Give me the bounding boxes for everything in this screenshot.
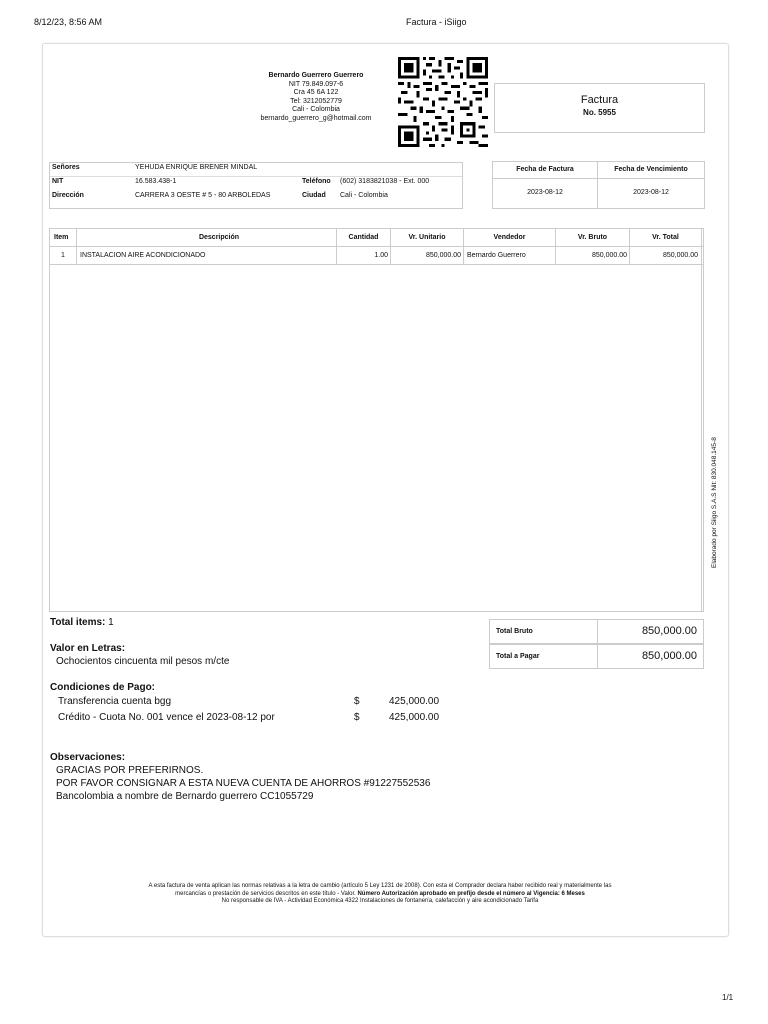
cell-descripcion: INSTALACION AIRE ACONDICIONADO <box>80 252 206 259</box>
letras-value: Ochocientos cincuenta mil pesos m/cte <box>56 656 230 667</box>
print-datetime: 8/12/23, 8:56 AM <box>34 17 103 27</box>
table-header <box>50 229 703 247</box>
cell-vendedor: Bernardo Guerrero <box>467 252 526 259</box>
items-table <box>49 228 704 612</box>
fecha-factura: 2023-08-12 <box>527 189 563 196</box>
col-vr-total: Vr. Total <box>652 234 679 241</box>
col-cantidad: Cantidad <box>348 234 379 241</box>
issuer-address: Cra 45 6A 122 <box>293 89 339 96</box>
legal-line-1: A esta factura de venta aplican las normas relativas a la letra de cambio (artículo 5 Ley 1231 de 2008). Con esta el Comprador declara haber recibido real y materialmente las <box>148 883 612 889</box>
invoice-number: No. 5955 <box>583 108 616 117</box>
direccion-label: Dirección <box>52 192 84 199</box>
ciudad-label: Ciudad <box>302 192 326 199</box>
fecha-factura-label: Fecha de Factura <box>493 162 597 179</box>
pago-desc-1: Transferencia cuenta bgg <box>58 696 172 707</box>
total-items: Total items: 1 <box>50 617 114 628</box>
issuer-nit: NIT 79.849.097-6 <box>288 80 344 88</box>
total-bruto-box <box>489 619 704 644</box>
qr-code-icon <box>398 57 488 147</box>
cell-vr-bruto: 850,000.00 <box>591 252 627 259</box>
obs-line-2: POR FAVOR CONSIGNAR A ESTA NUEVA CUENTA DE AHORROS #91227552536 <box>56 778 431 789</box>
total-pagar-label: Total a Pagar <box>496 653 540 660</box>
cell-vr-unitario: 850,000.00 <box>425 252 461 259</box>
page-title: Factura - iSiigo <box>406 17 467 27</box>
invoice-title: Factura <box>580 94 619 106</box>
client-name: YEHUDA ENRIQUE BRENER MINDAL <box>135 164 258 171</box>
total-pagar-box <box>489 644 704 669</box>
issuer-name: Bernardo Guerrero Guerrero <box>268 72 364 79</box>
senores-label: Señores <box>52 164 80 171</box>
issuer-block <box>250 72 382 123</box>
legal-footer <box>70 883 690 906</box>
pago-cur-1: $ <box>354 696 360 707</box>
client-direccion: CARRERA 3 OESTE # 5 - 80 ARBOLEDAS <box>135 192 271 199</box>
nit-label: NIT <box>52 178 64 185</box>
total-bruto-value: 850,000.00 <box>641 625 697 637</box>
issuer-city: Cali - Colombia <box>292 106 340 113</box>
col-descripcion: Descripción <box>198 234 240 241</box>
siigo-side-note: Elaborado por Siigo S.A.S Nit: 830.048.145-8 <box>711 437 718 568</box>
fecha-vencimiento: 2023-08-12 <box>633 189 669 196</box>
client-telefono: (602) 3183821038 - Ext. 000 <box>340 178 430 185</box>
cell-vr-total: 850,000.00 <box>662 252 698 259</box>
cell-item: 1 <box>61 252 65 259</box>
fecha-venc-label: Fecha de Vencimiento <box>598 162 704 179</box>
legal-line-2: mercancías o prestación de servicios descritos en este título - Valor. Número Autorización aprobado en prefijo desde el número al Vigencia: 6 Meses <box>175 890 585 897</box>
invoice-number-box <box>494 83 705 133</box>
issuer-tel: Tel: 3212052779 <box>290 97 342 105</box>
telefono-label: Teléfono <box>302 178 331 185</box>
observaciones-label: Observaciones: <box>50 752 126 763</box>
client-info <box>49 162 463 209</box>
total-pagar-value: 850,000.00 <box>641 650 697 662</box>
col-item: Item <box>54 234 69 241</box>
pago-amount-2: 425,000.00 <box>389 712 440 723</box>
legal-line-3: No responsable de IVA - Actividad Económica 4322 Instalaciones de fontanería, calefacción y aire acondicionado Tarifa <box>221 898 539 904</box>
obs-line-3: Bancolombia a nombre de Bernardo guerrero CC1055729 <box>56 791 314 802</box>
client-nit: 16.583.438-1 <box>135 178 177 185</box>
dates-box <box>492 161 705 209</box>
table-row <box>50 247 703 265</box>
issuer-email: bernardo_guerrero_g@hotmail.com <box>260 114 372 122</box>
condiciones-label: Condiciones de Pago: <box>50 682 156 693</box>
col-vr-unitario: Vr. Unitario <box>408 234 446 241</box>
pago-desc-2: Crédito - Cuota No. 001 vence el 2023-08-12 por <box>58 712 275 723</box>
col-vendedor: Vendedor <box>493 234 526 241</box>
pago-amount-1: 425,000.00 <box>389 696 440 707</box>
letras-label: Valor en Letras: <box>50 643 126 654</box>
col-vr-bruto: Vr. Bruto <box>577 234 608 241</box>
total-bruto-label: Total Bruto <box>496 628 533 635</box>
pago-cur-2: $ <box>354 712 360 723</box>
page-number: 1/1 <box>722 993 734 1002</box>
cell-cantidad: 1.00 <box>374 252 388 259</box>
client-ciudad: Cali - Colombia <box>340 192 388 199</box>
obs-line-1: GRACIAS POR PREFERIRNOS. <box>56 765 204 776</box>
